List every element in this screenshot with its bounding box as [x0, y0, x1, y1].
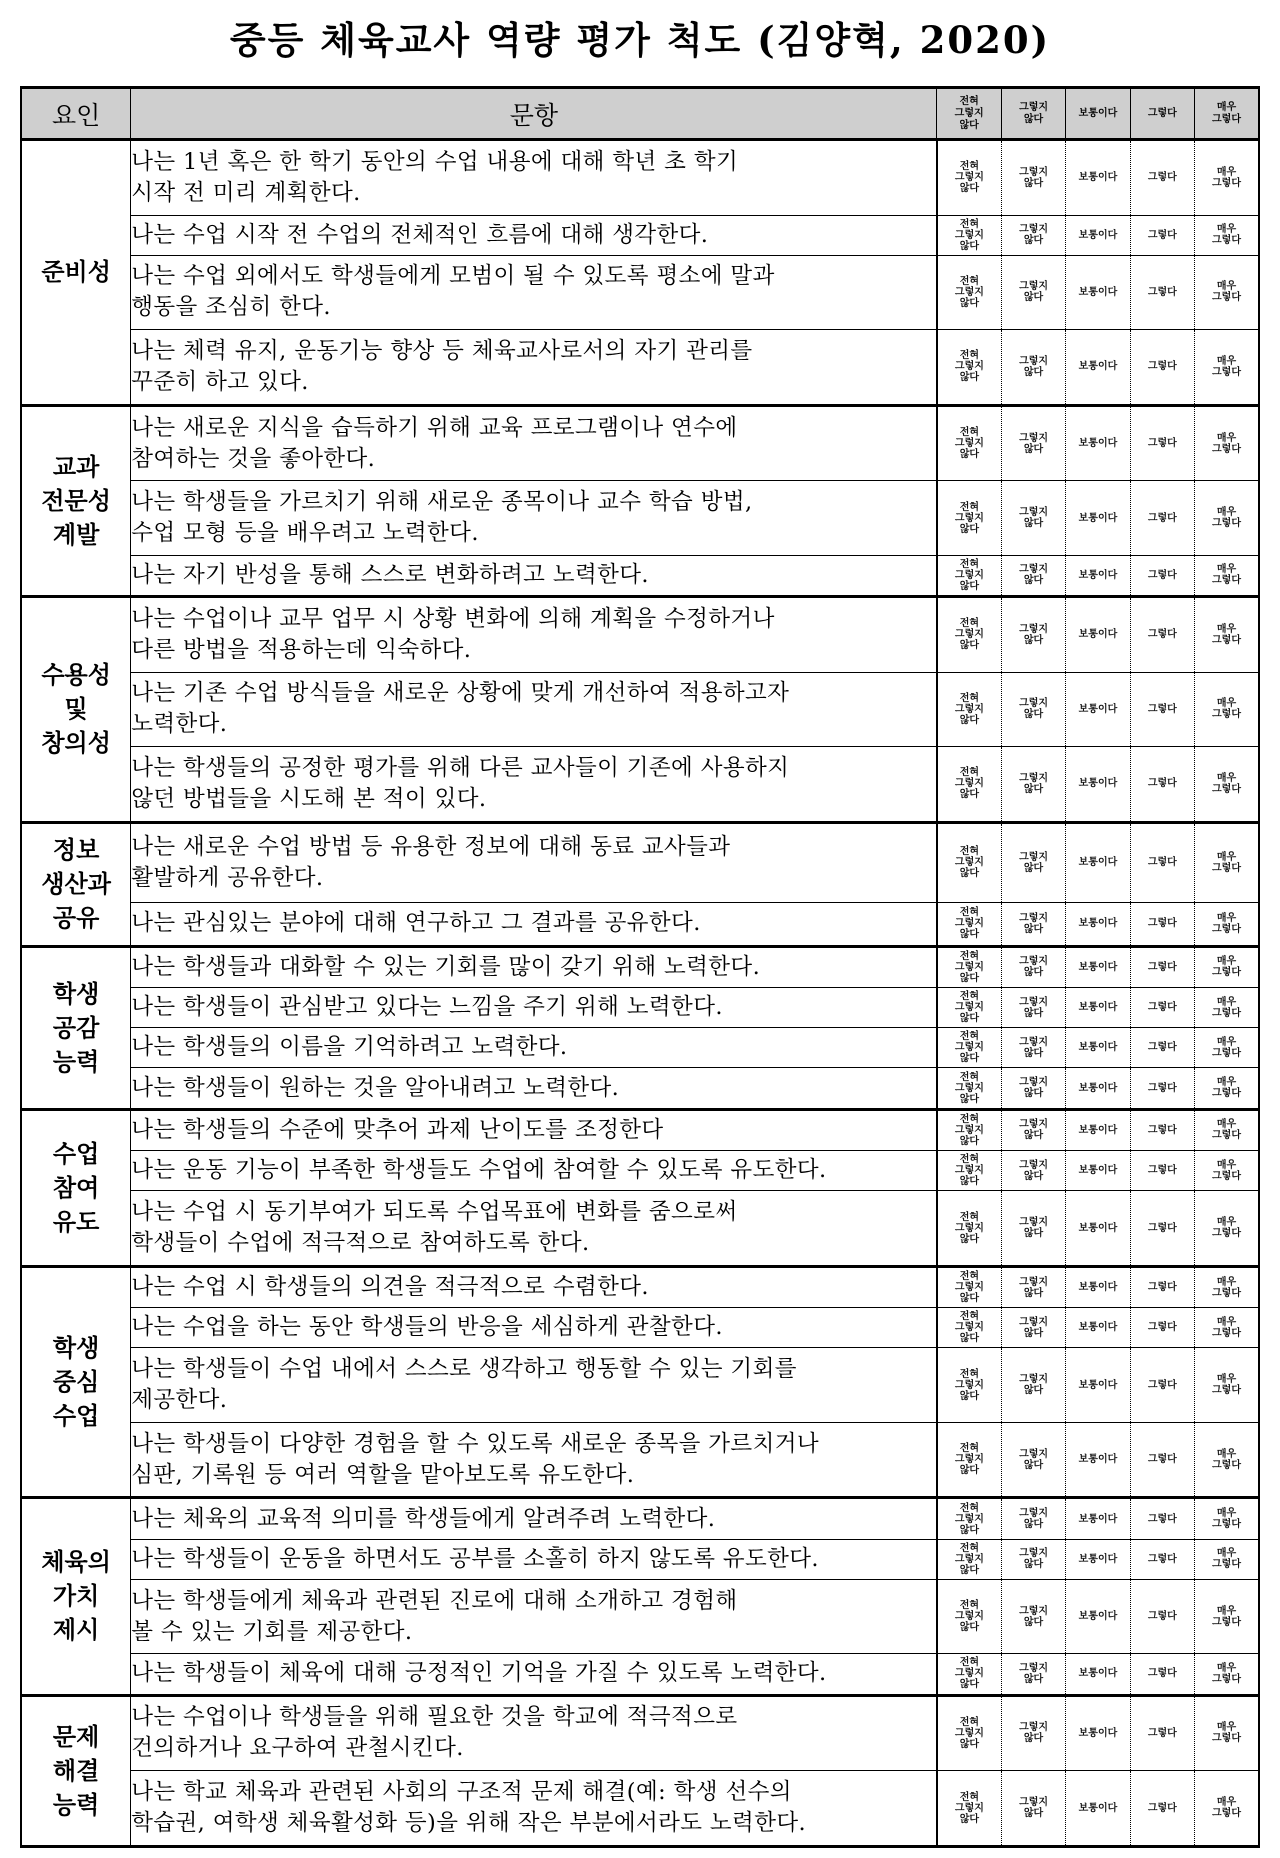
item-text: 나는 학생들이 수업 내에서 스스로 생각하고 행동할 수 있는 기회를 제공한다.: [131, 1348, 937, 1422]
response-option-neutral[interactable]: 보통이다: [1066, 1109, 1130, 1150]
response-option-strongly-agree[interactable]: 매우 그렇다: [1195, 1308, 1259, 1348]
response-option-neutral[interactable]: 보통이다: [1066, 597, 1130, 673]
response-option-strongly-disagree[interactable]: 전혀 그렇지 않다: [937, 1068, 1001, 1109]
response-option-agree[interactable]: 그렇다: [1130, 902, 1194, 946]
response-option-agree[interactable]: 그렇다: [1130, 1695, 1194, 1771]
item-text: 나는 수업이나 교무 업무 시 상황 변화에 의해 계획을 수정하거나 다른 방법을 적용하는데 익숙하다.: [131, 597, 937, 673]
response-option-agree[interactable]: 그렇다: [1130, 988, 1194, 1028]
response-option-disagree[interactable]: 그렇지 않다: [1001, 215, 1065, 255]
response-option-disagree[interactable]: 그렇지 않다: [1001, 1191, 1065, 1267]
item-text: 나는 수업 외에서도 학생들에게 모범이 될 수 있도록 평소에 말과 행동을 조심히 한다.: [131, 255, 937, 329]
response-option-strongly-agree[interactable]: 매우 그렇다: [1195, 1348, 1259, 1422]
item-text: 나는 학생들에게 체육과 관련된 진로에 대해 소개하고 경험해 볼 수 있는 기회를 제공한다.: [131, 1579, 937, 1653]
response-option-agree[interactable]: 그렇다: [1130, 255, 1194, 329]
response-option-strongly-disagree[interactable]: 전혀 그렇지 않다: [937, 140, 1001, 216]
item-text: 나는 기존 수업 방식들을 새로운 상황에 맞게 개선하여 적용하고자 노력한다.: [131, 672, 937, 746]
page-title: 중등 체육교사 역량 평가 척도 (김양혁, 2020): [229, 18, 1051, 62]
response-option-neutral[interactable]: 보통이다: [1066, 555, 1130, 596]
response-option-agree[interactable]: 그렇다: [1130, 1191, 1194, 1267]
response-option-strongly-agree[interactable]: 매우 그렇다: [1195, 1191, 1259, 1267]
factor-label: 수용성 및 창의성: [21, 597, 131, 823]
response-option-neutral[interactable]: 보통이다: [1066, 1151, 1130, 1191]
table-row: [21, 1266, 1259, 1307]
response-option-neutral[interactable]: 보통이다: [1066, 1539, 1130, 1579]
table-row: [21, 1151, 1259, 1191]
response-option-neutral[interactable]: 보통이다: [1066, 140, 1130, 216]
table-row: [21, 1695, 1259, 1771]
response-option-agree[interactable]: 그렇다: [1130, 672, 1194, 746]
item-text: 나는 수업을 하는 동안 학생들의 반응을 세심하게 관찰한다.: [131, 1308, 937, 1348]
table-row: [21, 140, 1259, 216]
table-row: [21, 1579, 1259, 1653]
response-option-strongly-disagree[interactable]: 전혀 그렇지 않다: [937, 822, 1001, 902]
table-row: [21, 1068, 1259, 1109]
response-option-neutral[interactable]: 보통이다: [1066, 822, 1130, 902]
table-row: [21, 1422, 1259, 1498]
response-option-agree[interactable]: 그렇다: [1130, 330, 1194, 406]
item-text: 나는 학생들이 운동을 하면서도 공부를 소홀히 하지 않도록 유도한다.: [131, 1539, 937, 1579]
item-text: 나는 학생들의 공정한 평가를 위해 다른 교사들이 기존에 사용하지 않던 방법들을 시도해 본 적이 있다.: [131, 747, 937, 823]
response-option-agree[interactable]: 그렇다: [1130, 1579, 1194, 1653]
header-option-agree: 그렇다: [1130, 88, 1194, 140]
response-option-agree[interactable]: 그렇다: [1130, 822, 1194, 902]
response-option-disagree[interactable]: 그렇지 않다: [1001, 405, 1065, 481]
response-option-strongly-disagree[interactable]: 전혀 그렇지 않다: [937, 902, 1001, 946]
response-option-disagree[interactable]: 그렇지 않다: [1001, 140, 1065, 216]
response-option-strongly-disagree[interactable]: 전혀 그렇지 않다: [937, 1348, 1001, 1422]
response-option-disagree[interactable]: 그렇지 않다: [1001, 1028, 1065, 1068]
header-option-neutral: 보통이다: [1066, 88, 1130, 140]
response-option-strongly-agree[interactable]: 매우 그렇다: [1195, 672, 1259, 746]
response-option-agree[interactable]: 그렇다: [1130, 946, 1194, 987]
response-option-neutral[interactable]: 보통이다: [1066, 1068, 1130, 1109]
factor-label: 학생 공감 능력: [21, 946, 131, 1109]
table-row: [21, 1109, 1259, 1150]
item-text: 나는 새로운 지식을 습득하기 위해 교육 프로그램이나 연수에 참여하는 것을 좋아한다.: [131, 405, 937, 481]
item-text: 나는 학생들이 관심받고 있다는 느낌을 주기 위해 노력한다.: [131, 988, 937, 1028]
response-option-agree[interactable]: 그렇다: [1130, 405, 1194, 481]
item-text: 나는 학생들의 수준에 맞추어 과제 난이도를 조정한다: [131, 1109, 937, 1150]
response-option-strongly-agree[interactable]: 매우 그렇다: [1195, 597, 1259, 673]
response-option-strongly-agree[interactable]: 매우 그렇다: [1195, 1654, 1259, 1695]
table-row: [21, 946, 1259, 987]
response-option-neutral[interactable]: 보통이다: [1066, 1579, 1130, 1653]
table-row: [21, 330, 1259, 406]
response-option-agree[interactable]: 그렇다: [1130, 747, 1194, 823]
response-option-neutral[interactable]: 보통이다: [1066, 1654, 1130, 1695]
response-option-disagree[interactable]: 그렇지 않다: [1001, 1308, 1065, 1348]
response-option-strongly-disagree[interactable]: 전혀 그렇지 않다: [937, 330, 1001, 406]
response-option-strongly-disagree[interactable]: 전혀 그렇지 않다: [937, 405, 1001, 481]
response-option-disagree[interactable]: 그렇지 않다: [1001, 1498, 1065, 1539]
response-option-disagree[interactable]: 그렇지 않다: [1001, 822, 1065, 902]
response-option-disagree[interactable]: 그렇지 않다: [1001, 481, 1065, 555]
item-text: 나는 학생들을 가르치기 위해 새로운 종목이나 교수 학습 방법, 수업 모형 등을 배우려고 노력한다.: [131, 481, 937, 555]
response-option-strongly-disagree[interactable]: 전혀 그렇지 않다: [937, 1028, 1001, 1068]
header-option-disagree: 그렇지 않다: [1001, 88, 1065, 140]
response-option-disagree[interactable]: 그렇지 않다: [1001, 1695, 1065, 1771]
response-option-strongly-agree[interactable]: 매우 그렇다: [1195, 1109, 1259, 1150]
response-option-agree[interactable]: 그렇다: [1130, 1266, 1194, 1307]
response-option-disagree[interactable]: 그렇지 않다: [1001, 672, 1065, 746]
response-option-strongly-disagree[interactable]: 전혀 그렇지 않다: [937, 1266, 1001, 1307]
assessment-table: [20, 86, 1260, 1848]
item-text: 나는 학생들의 이름을 기억하려고 노력한다.: [131, 1028, 937, 1068]
item-text: 나는 학교 체육과 관련된 사회의 구조적 문제 해결(예: 학생 선수의 학습권, 여학생 체육활성화 등)을 위해 작은 부분에서라도 노력한다.: [131, 1771, 937, 1847]
item-text: 나는 체력 유지, 운동기능 향상 등 체육교사로서의 자기 관리를 꾸준히 하고 있다.: [131, 330, 937, 406]
response-option-strongly-agree[interactable]: 매우 그렇다: [1195, 1695, 1259, 1771]
response-option-strongly-disagree[interactable]: 전혀 그렇지 않다: [937, 1498, 1001, 1539]
response-option-disagree[interactable]: 그렇지 않다: [1001, 1151, 1065, 1191]
response-option-strongly-agree[interactable]: 매우 그렇다: [1195, 988, 1259, 1028]
response-option-agree[interactable]: 그렇다: [1130, 1308, 1194, 1348]
response-option-neutral[interactable]: 보통이다: [1066, 988, 1130, 1028]
response-option-strongly-disagree[interactable]: 전혀 그렇지 않다: [937, 597, 1001, 673]
item-text: 나는 운동 기능이 부족한 학생들도 수업에 참여할 수 있도록 유도한다.: [131, 1151, 937, 1191]
item-text: 나는 수업 시 동기부여가 되도록 수업목표에 변화를 줌으로써 학생들이 수업에 적극적으로 참여하도록 한다.: [131, 1191, 937, 1267]
factor-label: 교과 전문성 계발: [21, 405, 131, 596]
response-option-neutral[interactable]: 보통이다: [1066, 1771, 1130, 1847]
response-option-agree[interactable]: 그렇다: [1130, 1028, 1194, 1068]
response-option-neutral[interactable]: 보통이다: [1066, 946, 1130, 987]
item-text: 나는 체육의 교육적 의미를 학생들에게 알려주려 노력한다.: [131, 1498, 937, 1539]
header-factor: 요인: [21, 88, 131, 140]
response-option-agree[interactable]: 그렇다: [1130, 1498, 1194, 1539]
response-option-neutral[interactable]: 보통이다: [1066, 672, 1130, 746]
response-option-disagree[interactable]: 그렇지 않다: [1001, 988, 1065, 1028]
response-option-strongly-agree[interactable]: 매우 그렇다: [1195, 330, 1259, 406]
response-option-strongly-disagree[interactable]: 전혀 그렇지 않다: [937, 555, 1001, 596]
response-option-strongly-disagree[interactable]: 전혀 그렇지 않다: [937, 672, 1001, 746]
response-option-strongly-agree[interactable]: 매우 그렇다: [1195, 1422, 1259, 1498]
response-option-strongly-disagree[interactable]: 전혀 그렇지 않다: [937, 1771, 1001, 1847]
response-option-agree[interactable]: 그렇다: [1130, 1109, 1194, 1150]
table-row: [21, 672, 1259, 746]
table-row: [21, 1498, 1259, 1539]
response-option-strongly-agree[interactable]: 매우 그렇다: [1195, 405, 1259, 481]
response-option-disagree[interactable]: 그렇지 않다: [1001, 1539, 1065, 1579]
response-option-agree[interactable]: 그렇다: [1130, 1068, 1194, 1109]
table-row: [21, 1771, 1259, 1847]
response-option-strongly-agree[interactable]: 매우 그렇다: [1195, 1068, 1259, 1109]
response-option-neutral[interactable]: 보통이다: [1066, 405, 1130, 481]
response-option-agree[interactable]: 그렇다: [1130, 1151, 1194, 1191]
response-option-strongly-disagree[interactable]: 전혀 그렇지 않다: [937, 481, 1001, 555]
response-option-agree[interactable]: 그렇다: [1130, 597, 1194, 673]
factor-label: 문제 해결 능력: [21, 1695, 131, 1846]
item-text: 나는 관심있는 분야에 대해 연구하고 그 결과를 공유한다.: [131, 902, 937, 946]
response-option-strongly-disagree[interactable]: 전혀 그렇지 않다: [937, 1654, 1001, 1695]
response-option-strongly-agree[interactable]: 매우 그렇다: [1195, 1498, 1259, 1539]
factor-label: 준비성: [21, 140, 131, 406]
table-row: [21, 988, 1259, 1028]
response-option-disagree[interactable]: 그렇지 않다: [1001, 1266, 1065, 1307]
factor-label: 수업 참여 유도: [21, 1109, 131, 1266]
table-row: [21, 902, 1259, 946]
response-option-neutral[interactable]: 보통이다: [1066, 1348, 1130, 1422]
response-option-disagree[interactable]: 그렇지 않다: [1001, 1771, 1065, 1847]
response-option-strongly-agree[interactable]: 매우 그렇다: [1195, 255, 1259, 329]
response-option-disagree[interactable]: 그렇지 않다: [1001, 597, 1065, 673]
response-option-strongly-disagree[interactable]: 전혀 그렇지 않다: [937, 1539, 1001, 1579]
response-option-strongly-disagree[interactable]: 전혀 그렇지 않다: [937, 747, 1001, 823]
header-option-strongly-disagree: 전혀 그렇지 않다: [937, 88, 1001, 140]
response-option-strongly-agree[interactable]: 매우 그렇다: [1195, 946, 1259, 987]
response-option-neutral[interactable]: 보통이다: [1066, 1498, 1130, 1539]
response-option-strongly-agree[interactable]: 매우 그렇다: [1195, 140, 1259, 216]
header-row: [21, 88, 1259, 140]
response-option-disagree[interactable]: 그렇지 않다: [1001, 330, 1065, 406]
response-option-agree[interactable]: 그렇다: [1130, 140, 1194, 216]
response-option-strongly-agree[interactable]: 매우 그렇다: [1195, 902, 1259, 946]
table-row: [21, 555, 1259, 596]
factor-label: 정보 생산과 공유: [21, 822, 131, 946]
table-row: [21, 1539, 1259, 1579]
item-text: 나는 수업이나 학생들을 위해 필요한 것을 학교에 적극적으로 건의하거나 요구하여 관철시킨다.: [131, 1695, 937, 1771]
header-item: 문항: [131, 88, 937, 140]
response-option-neutral[interactable]: 보통이다: [1066, 1266, 1130, 1307]
table-row: [21, 747, 1259, 823]
response-option-neutral[interactable]: 보통이다: [1066, 215, 1130, 255]
response-option-disagree[interactable]: 그렇지 않다: [1001, 1068, 1065, 1109]
response-option-strongly-agree[interactable]: 매우 그렇다: [1195, 481, 1259, 555]
response-option-disagree[interactable]: 그렇지 않다: [1001, 255, 1065, 329]
response-option-disagree[interactable]: 그렇지 않다: [1001, 555, 1065, 596]
table-row: [21, 1654, 1259, 1695]
factor-label: 체육의 가치 제시: [21, 1498, 131, 1695]
response-option-strongly-agree[interactable]: 매우 그렇다: [1195, 1028, 1259, 1068]
response-option-neutral[interactable]: 보통이다: [1066, 1191, 1130, 1267]
response-option-agree[interactable]: 그렇다: [1130, 1539, 1194, 1579]
response-option-strongly-disagree[interactable]: 전혀 그렇지 않다: [937, 1579, 1001, 1653]
item-text: 나는 수업 시 학생들의 의견을 적극적으로 수렴한다.: [131, 1266, 937, 1307]
table-row: [21, 1191, 1259, 1267]
item-text: 나는 학생들과 대화할 수 있는 기회를 많이 갖기 위해 노력한다.: [131, 946, 937, 987]
table-row: [21, 481, 1259, 555]
response-option-disagree[interactable]: 그렇지 않다: [1001, 1348, 1065, 1422]
response-option-disagree[interactable]: 그렇지 않다: [1001, 1422, 1065, 1498]
response-option-strongly-agree[interactable]: 매우 그렇다: [1195, 215, 1259, 255]
factor-label: 학생 중심 수업: [21, 1266, 131, 1498]
response-option-neutral[interactable]: 보통이다: [1066, 902, 1130, 946]
response-option-strongly-disagree[interactable]: 전혀 그렇지 않다: [937, 946, 1001, 987]
table-row: [21, 1308, 1259, 1348]
table-row: [21, 255, 1259, 329]
response-option-agree[interactable]: 그렇다: [1130, 1771, 1194, 1847]
response-option-strongly-agree[interactable]: 매우 그렇다: [1195, 1579, 1259, 1653]
response-option-agree[interactable]: 그렇다: [1130, 1654, 1194, 1695]
table-row: [21, 1348, 1259, 1422]
response-option-disagree[interactable]: 그렇지 않다: [1001, 1579, 1065, 1653]
response-option-agree[interactable]: 그렇다: [1130, 215, 1194, 255]
response-option-strongly-agree[interactable]: 매우 그렇다: [1195, 1771, 1259, 1847]
response-option-strongly-disagree[interactable]: 전혀 그렇지 않다: [937, 988, 1001, 1028]
response-option-disagree[interactable]: 그렇지 않다: [1001, 747, 1065, 823]
item-text: 나는 학생들이 다양한 경험을 할 수 있도록 새로운 종목을 가르치거나 심판, 기록원 등 여러 역할을 맡아보도록 유도한다.: [131, 1422, 937, 1498]
response-option-strongly-disagree[interactable]: 전혀 그렇지 않다: [937, 1191, 1001, 1267]
response-option-strongly-agree[interactable]: 매우 그렇다: [1195, 1151, 1259, 1191]
response-option-strongly-disagree[interactable]: 전혀 그렇지 않다: [937, 1695, 1001, 1771]
response-option-neutral[interactable]: 보통이다: [1066, 1422, 1130, 1498]
item-text: 나는 학생들이 원하는 것을 알아내려고 노력한다.: [131, 1068, 937, 1109]
item-text: 나는 자기 반성을 통해 스스로 변화하려고 노력한다.: [131, 555, 937, 596]
table-row: [21, 405, 1259, 481]
response-option-strongly-disagree[interactable]: 전혀 그렇지 않다: [937, 215, 1001, 255]
table-row: [21, 822, 1259, 902]
response-option-neutral[interactable]: 보통이다: [1066, 255, 1130, 329]
response-option-neutral[interactable]: 보통이다: [1066, 1028, 1130, 1068]
response-option-disagree[interactable]: 그렇지 않다: [1001, 1109, 1065, 1150]
response-option-strongly-agree[interactable]: 매우 그렇다: [1195, 555, 1259, 596]
item-text: 나는 학생들이 체육에 대해 긍정적인 기억을 가질 수 있도록 노력한다.: [131, 1654, 937, 1695]
table-body: [21, 140, 1259, 1847]
table-row: [21, 597, 1259, 673]
header-option-strongly-agree: 매우 그렇다: [1195, 88, 1259, 140]
response-option-agree[interactable]: 그렇다: [1130, 1422, 1194, 1498]
response-option-strongly-agree[interactable]: 매우 그렇다: [1195, 1539, 1259, 1579]
response-option-neutral[interactable]: 보통이다: [1066, 481, 1130, 555]
response-option-agree[interactable]: 그렇다: [1130, 1348, 1194, 1422]
response-option-disagree[interactable]: 그렇지 않다: [1001, 1654, 1065, 1695]
response-option-strongly-agree[interactable]: 매우 그렇다: [1195, 1266, 1259, 1307]
response-option-neutral[interactable]: 보통이다: [1066, 747, 1130, 823]
response-option-disagree[interactable]: 그렇지 않다: [1001, 902, 1065, 946]
response-option-disagree[interactable]: 그렇지 않다: [1001, 946, 1065, 987]
table-row: [21, 1028, 1259, 1068]
item-text: 나는 새로운 수업 방법 등 유용한 정보에 대해 동료 교사들과 활발하게 공유한다.: [131, 822, 937, 902]
item-text: 나는 수업 시작 전 수업의 전체적인 흐름에 대해 생각한다.: [131, 215, 937, 255]
response-option-strongly-agree[interactable]: 매우 그렇다: [1195, 747, 1259, 823]
response-option-strongly-disagree[interactable]: 전혀 그렇지 않다: [937, 1422, 1001, 1498]
response-option-strongly-disagree[interactable]: 전혀 그렇지 않다: [937, 1109, 1001, 1150]
response-option-strongly-disagree[interactable]: 전혀 그렇지 않다: [937, 1308, 1001, 1348]
response-option-strongly-disagree[interactable]: 전혀 그렇지 않다: [937, 1151, 1001, 1191]
response-option-strongly-disagree[interactable]: 전혀 그렇지 않다: [937, 255, 1001, 329]
response-option-neutral[interactable]: 보통이다: [1066, 1308, 1130, 1348]
response-option-agree[interactable]: 그렇다: [1130, 555, 1194, 596]
item-text: 나는 1년 혹은 한 학기 동안의 수업 내용에 대해 학년 초 학기 시작 전 미리 계획한다.: [131, 140, 937, 216]
response-option-agree[interactable]: 그렇다: [1130, 481, 1194, 555]
response-option-strongly-agree[interactable]: 매우 그렇다: [1195, 822, 1259, 902]
table-row: [21, 215, 1259, 255]
response-option-neutral[interactable]: 보통이다: [1066, 1695, 1130, 1771]
response-option-neutral[interactable]: 보통이다: [1066, 330, 1130, 406]
